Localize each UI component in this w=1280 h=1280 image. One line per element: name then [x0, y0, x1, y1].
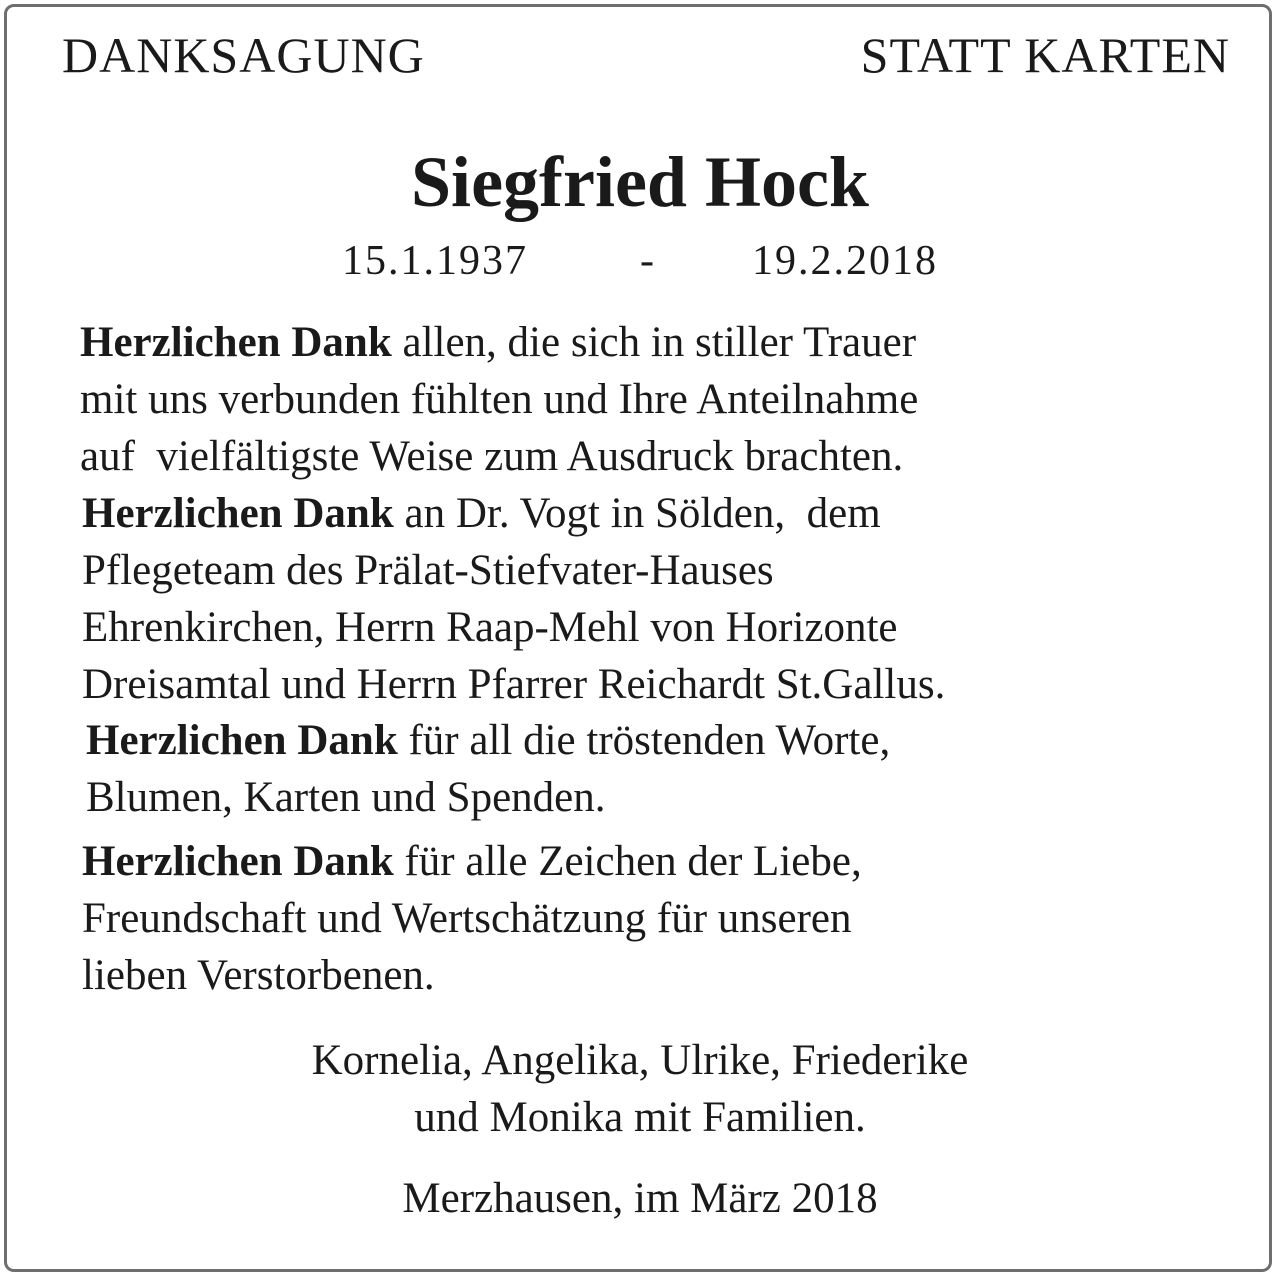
- paragraph-text: für alle Zeichen der Liebe,: [393, 838, 862, 885]
- paragraph-text: an Dr. Vogt in Sölden, dem: [393, 490, 881, 537]
- paragraph-line: mit uns verbunden fühlten und Ihre Anteilnahme: [80, 376, 919, 423]
- paragraph-line: Dreisamtal und Herrn Pfarrer Reichardt St.Gallus.: [82, 661, 946, 708]
- paragraph-line: auf vielfältigste Weise zum Ausdruck brachten.: [80, 433, 904, 480]
- paragraph-line: Ehrenkirchen, Herrn Raap-Mehl von Horizonte: [82, 604, 898, 651]
- header-statt-karten: STATT KARTEN: [860, 27, 1230, 83]
- signature-line-1: Kornelia, Angelika, Ulrike, Friederike: [311, 1037, 969, 1084]
- thanks-heading: Herzlichen Dank: [82, 838, 394, 885]
- thanks-paragraph-3: [86, 712, 890, 826]
- thanks-paragraph-2: [82, 485, 945, 713]
- paragraph-line: Blumen, Karten und Spenden.: [86, 774, 606, 821]
- paragraph-line: [82, 833, 862, 890]
- paragraph-line: Pflegeteam des Prälat-Stiefvater-Hauses: [82, 547, 774, 594]
- thanks-heading: Herzlichen Dank: [82, 490, 394, 537]
- death-date: 19.2.2018: [752, 238, 938, 284]
- thanks-heading: Herzlichen Dank: [80, 319, 392, 366]
- paragraph-line: [82, 485, 945, 542]
- paragraph-line: Freundschaft und Wertschätzung für unseren: [82, 895, 852, 942]
- paragraph-line: [80, 314, 918, 371]
- paragraph-line: lieben Verstorbenen.: [82, 952, 435, 999]
- signature-line-2: und Monika mit Familien.: [414, 1094, 866, 1141]
- deceased-name: Siegfried Hock: [411, 142, 869, 222]
- date-separator: -: [640, 238, 656, 284]
- paragraph-line: [86, 712, 890, 769]
- header-danksagung: DANKSAGUNG: [62, 27, 425, 83]
- paragraph-text: allen, die sich in stiller Trauer: [391, 319, 917, 366]
- birth-date: 15.1.1937: [342, 238, 528, 284]
- thanks-paragraph-4: [82, 833, 862, 1004]
- thanks-paragraph-1: [80, 314, 918, 485]
- place-and-date: Merzhausen, im März 2018: [402, 1175, 878, 1222]
- paragraph-text: für all die tröstenden Worte,: [397, 717, 891, 764]
- thanks-heading: Herzlichen Dank: [86, 717, 398, 764]
